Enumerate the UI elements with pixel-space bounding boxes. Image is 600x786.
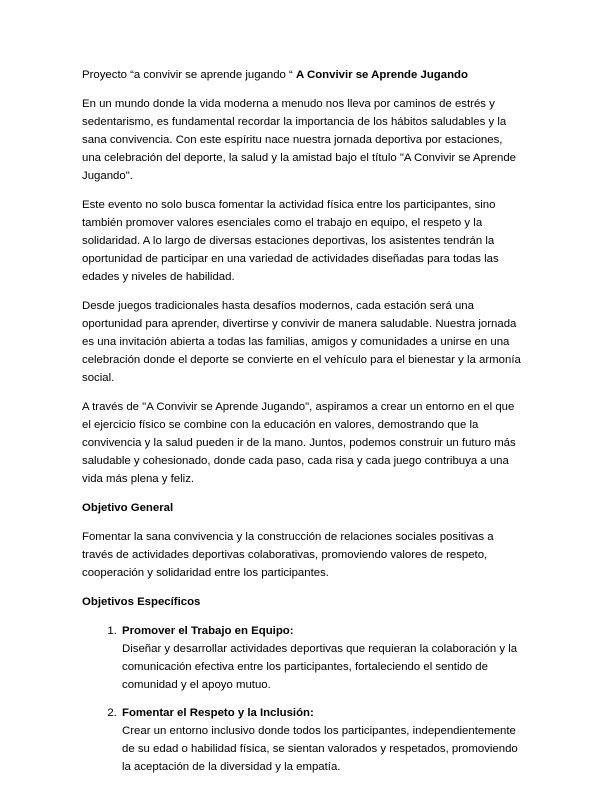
title-plain: Proyecto “a convivir se aprende jugando “ <box>82 69 297 81</box>
intro-paragraph-1: En un mundo donde la vida moderna a menudo nos lleva por caminos de estrés y sedentarismo, es fundamental recordar la importancia de los hábitos saludables y la sana convivencia. Con este espíritu nace nuestra jornada deportiva por estaciones, una celebración del deporte, la salud y la amistad bajo el título "A Convivir se Aprende Jugando". <box>82 98 516 182</box>
document-page <box>82 66 522 786</box>
objective-text-2: Crear un entorno inclusivo donde todos los participantes, independientemente de su edad o habilidad física, se sientan valorados y respetados, promoviendo la aceptación de la diversidad y la empatía. <box>122 725 518 773</box>
document-title <box>82 66 522 84</box>
general-objective-heading: Objetivo General <box>82 502 174 514</box>
intro-paragraph-3: Desde juegos tradicionales hasta desafíos modernos, cada estación será una oportunidad para aprender, divertirse y convivir de manera saludable. Nuestra jornada es una invitación abierta a todas las familias, amigos y comunidades a unirse en una celebración donde el deporte se convierte en el vehículo para el bienestar y la armonía social. <box>82 300 521 384</box>
general-objective-text: Fomentar la sana convivencia y la construcción de relaciones sociales positivas a través de actividades deportivas colaborativas, promoviendo valores de respeto, cooperación y solidaridad entre los participantes. <box>82 531 494 579</box>
list-item <box>120 622 522 694</box>
intro-paragraph-4: A través de "A Convivir se Aprende Jugando", aspiramos a crear un entorno en el que el ejercicio físico se combine con la educación en valores, demostrando que la convivencia y la salud pueden ir de la mano. Juntos, podemos construir un futuro más saludable y cohesionado, donde cada paso, cada risa y cada juego contribuya a una vida más plena y feliz. <box>82 401 516 485</box>
specific-objectives-list <box>82 622 522 776</box>
title-bold: A Convivir se Aprende Jugando <box>296 69 468 81</box>
objective-title-2: 2. Fomentar el Respeto y la Inclusión: <box>122 707 314 719</box>
objective-text-1: Diseñar y desarrollar actividades deportivas que requieran la colaboración y la comunicación efectiva entre los participantes, fortaleciendo el sentido de comunidad y el apoyo mutuo. <box>122 643 518 691</box>
intro-paragraph-2: Este evento no solo busca fomentar la actividad física entre los participantes, sino también promover valores esenciales como el trabajo en equipo, el respeto y la solidaridad. A lo largo de diversas estaciones deportivas, los asistentes tendrán la oportunidad de participar en una variedad de actividades diseñadas para todas las edades y niveles de habilidad. <box>82 199 499 283</box>
list-item <box>120 704 522 776</box>
specific-objectives-heading: Objetivos Específicos <box>82 596 201 608</box>
objective-title-1: 1. Promover el Trabajo en Equipo: <box>122 625 294 637</box>
